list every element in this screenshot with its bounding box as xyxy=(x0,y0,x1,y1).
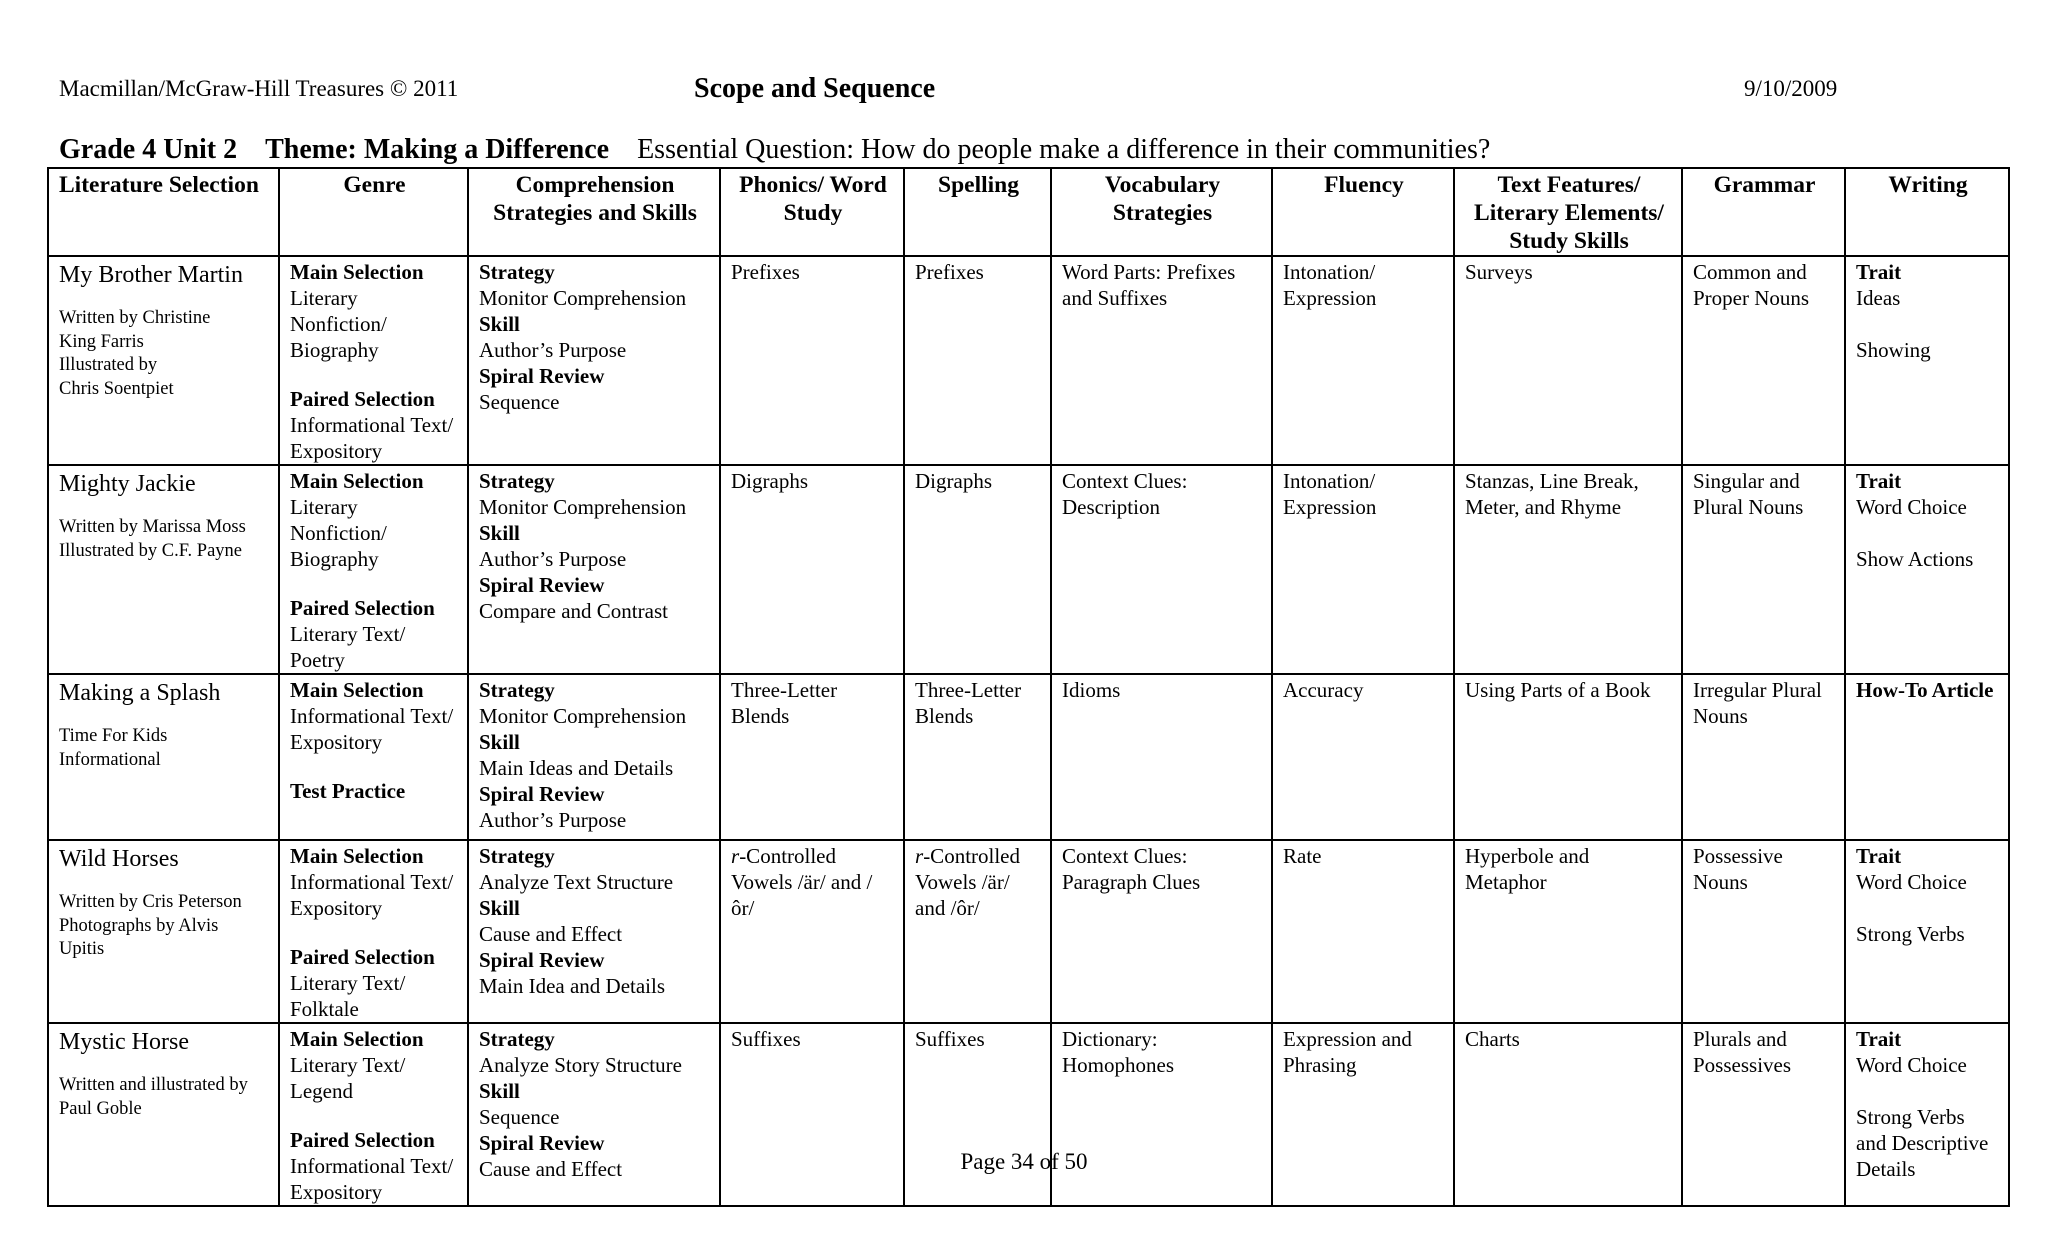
header-row xyxy=(48,168,2009,256)
phonics-value: Digraphs xyxy=(731,469,808,493)
genre-line: Expository xyxy=(290,896,383,920)
genre-line: Expository xyxy=(290,730,383,754)
writing-heading: Trait xyxy=(1856,1027,1902,1051)
strategy-value: Analyze Story Structure xyxy=(479,1053,682,1077)
spiral-review-value: Author’s Purpose xyxy=(479,808,627,832)
genre-line: Literary Nonfiction/ xyxy=(290,495,387,545)
phonics-cell xyxy=(720,840,904,1023)
spelling-value: -Controlled Vowels /är/ and /ôr/ xyxy=(915,844,1021,920)
grammar-cell: Possessive Nouns xyxy=(1682,840,1845,1023)
credit-line: Written by Marissa Moss xyxy=(59,517,246,537)
genre-line: Literary Nonfiction/ xyxy=(290,286,387,336)
grade-unit: Grade 4 Unit 2 xyxy=(59,134,238,165)
credit-line: Informational xyxy=(59,749,161,770)
spiral-review-label: Spiral Review xyxy=(479,782,605,806)
credit-line: Illustrated by C.F. Payne xyxy=(59,540,242,561)
writing-trait: Word Choice xyxy=(1856,1053,1967,1077)
selection-title: Making a Splash xyxy=(59,680,221,706)
strategy-label: Strategy xyxy=(479,1027,555,1051)
genre-line: Informational Text/ xyxy=(290,704,454,728)
writing-focus: Show Actions xyxy=(1856,547,1974,571)
spiral-review-label: Spiral Review xyxy=(479,364,605,388)
skill-value: Main Ideas and Details xyxy=(479,756,674,780)
phonics-value: Three-Letter Blends xyxy=(731,678,838,728)
credit-line: Photographs by Alvis xyxy=(59,915,219,936)
selection-credit xyxy=(59,725,270,772)
genre-line: Biography xyxy=(290,338,379,362)
selection-title: Mystic Horse xyxy=(59,1029,189,1055)
column-header: Fluency xyxy=(1272,168,1454,256)
main-selection-label: Main Selection xyxy=(290,678,424,702)
main-selection-label: Main Selection xyxy=(290,469,424,493)
comprehension-cell xyxy=(468,256,720,465)
writing-trait: Ideas xyxy=(1856,286,1901,310)
skill-label: Skill xyxy=(479,896,520,920)
genre-cell xyxy=(279,674,468,840)
vocabulary-cell: Context Clues: Description xyxy=(1051,465,1272,674)
fluency-cell: Rate xyxy=(1272,840,1454,1023)
genre-line: Literary Text/ xyxy=(290,1053,406,1077)
column-header: Writing xyxy=(1845,168,2009,256)
literature-cell xyxy=(48,674,279,840)
fluency-cell: Intonation/ Expression xyxy=(1272,256,1454,465)
spiral-review-value: Main Idea and Details xyxy=(479,974,666,998)
writing-heading: Trait xyxy=(1856,844,1902,868)
credit-line: Written by Christine xyxy=(59,308,211,328)
genre-line: Informational Text/ xyxy=(290,870,454,894)
strategy-label: Strategy xyxy=(479,469,555,493)
spiral-review-value: Cause and Effect xyxy=(479,1157,623,1181)
strategy-label: Strategy xyxy=(479,678,555,702)
genre-line: Legend xyxy=(290,1079,353,1103)
secondary-selection-label: Paired Selection xyxy=(290,945,435,969)
column-header: Grammar xyxy=(1682,168,1845,256)
genre-line: Informational Text/ xyxy=(290,1154,454,1178)
spiral-review-value: Compare and Contrast xyxy=(479,599,668,623)
spelling-cell xyxy=(904,465,1051,674)
spelling-cell xyxy=(904,674,1051,840)
secondary-selection-label: Paired Selection xyxy=(290,1128,435,1152)
spiral-review-value: Sequence xyxy=(479,390,560,414)
main-selection-label: Main Selection xyxy=(290,260,424,284)
skill-value: Sequence xyxy=(479,1105,560,1129)
credit-line: Upitis xyxy=(59,939,105,959)
comprehension-cell xyxy=(468,1023,720,1206)
text-features-cell: Stanzas, Line Break, Meter, and Rhyme xyxy=(1454,465,1682,674)
credit-line: Chris Soentpiet xyxy=(59,378,174,399)
genre-cell xyxy=(279,465,468,674)
genre-line: Informational Text/ xyxy=(290,413,454,437)
strategy-value: Monitor Comprehension xyxy=(479,495,687,519)
writing-cell xyxy=(1845,674,2009,840)
secondary-selection-label: Paired Selection xyxy=(290,387,435,411)
column-header: Text Features/ Literary Elements/ Study Skills xyxy=(1454,168,1682,256)
genre-cell xyxy=(279,256,468,465)
selection-title: Wild Horses xyxy=(59,846,179,872)
column-header: Literature Selection xyxy=(48,168,279,256)
genre-line: Biography xyxy=(290,547,379,571)
spelling-value: Suffixes xyxy=(915,1027,985,1051)
genre-line: Poetry xyxy=(290,648,345,672)
scope-sequence-table xyxy=(47,167,2010,1207)
page-number: Page 34 of 50 xyxy=(960,1149,1088,1174)
writing-focus: Showing xyxy=(1856,338,1931,362)
writing-focus: Strong Verbs xyxy=(1856,922,1965,946)
spelling-value: Prefixes xyxy=(915,260,984,284)
genre-line: Expository xyxy=(290,1180,383,1204)
phonics-value: Prefixes xyxy=(731,260,800,284)
main-selection-label: Main Selection xyxy=(290,844,424,868)
writing-heading: How-To Article xyxy=(1856,678,1994,702)
document-title: Scope and Sequence xyxy=(694,73,936,104)
publisher-header: Macmillan/McGraw-Hill Treasures © 2011 xyxy=(59,76,459,101)
vocabulary-cell: Context Clues: Paragraph Clues xyxy=(1051,840,1272,1023)
text-features-cell: Using Parts of a Book xyxy=(1454,674,1682,840)
strategy-label: Strategy xyxy=(479,260,555,284)
grammar-cell: Singular and Plural Nouns xyxy=(1682,465,1845,674)
phonics-cell xyxy=(720,1023,904,1206)
strategy-value: Analyze Text Structure xyxy=(479,870,674,894)
vocabulary-cell: Word Parts: Prefixes and Suffixes xyxy=(1051,256,1272,465)
phonics-value: Suffixes xyxy=(731,1027,801,1051)
column-header: Vocabulary Strategies xyxy=(1051,168,1272,256)
credit-line: Time For Kids xyxy=(59,726,168,746)
credit-line: Illustrated by xyxy=(59,355,158,375)
skill-label: Skill xyxy=(479,521,520,545)
writing-trait: Word Choice xyxy=(1856,495,1967,519)
writing-cell xyxy=(1845,840,2009,1023)
column-header: Spelling xyxy=(904,168,1051,256)
spelling-cell xyxy=(904,1023,1051,1206)
spiral-review-label: Spiral Review xyxy=(479,948,605,972)
writing-cell xyxy=(1845,1023,2009,1206)
phonics-cell xyxy=(720,256,904,465)
writing-cell xyxy=(1845,256,2009,465)
spiral-review-label: Spiral Review xyxy=(479,573,605,597)
phonics-italic: r xyxy=(731,844,740,868)
spelling-cell xyxy=(904,256,1051,465)
secondary-selection-label: Test Practice xyxy=(290,779,406,803)
writing-trait: Word Choice xyxy=(1856,870,1967,894)
text-features-cell: Charts xyxy=(1454,1023,1682,1206)
genre-line: Expository xyxy=(290,439,383,463)
skill-value: Author’s Purpose xyxy=(479,547,627,571)
table-row xyxy=(48,840,2009,1023)
text-features-cell: Surveys xyxy=(1454,256,1682,465)
unit-theme: Theme: Making a Difference xyxy=(265,134,610,165)
comprehension-cell xyxy=(468,465,720,674)
selection-title: Mighty Jackie xyxy=(59,471,196,497)
table-row xyxy=(48,256,2009,465)
genre-cell xyxy=(279,840,468,1023)
table-row xyxy=(48,1023,2009,1206)
strategy-label: Strategy xyxy=(479,844,555,868)
strategy-value: Monitor Comprehension xyxy=(479,286,687,310)
fluency-cell: Intonation/ Expression xyxy=(1272,465,1454,674)
column-header: Phonics/ Word Study xyxy=(720,168,904,256)
skill-label: Skill xyxy=(479,730,520,754)
selection-credit xyxy=(59,1074,270,1121)
skill-label: Skill xyxy=(479,312,520,336)
genre-line: Literary Text/ xyxy=(290,622,406,646)
credit-line: King Farris xyxy=(59,331,144,352)
fluency-cell: Expression and Phrasing xyxy=(1272,1023,1454,1206)
spelling-value: Three-Letter Blends xyxy=(915,678,1022,728)
literature-cell xyxy=(48,1023,279,1206)
text-features-cell: Hyperbole and Metaphor xyxy=(1454,840,1682,1023)
credit-line: Written by Cris Peterson xyxy=(59,892,242,912)
main-selection-label: Main Selection xyxy=(290,1027,424,1051)
column-header: Genre xyxy=(279,168,468,256)
grammar-cell: Plurals and Possessives xyxy=(1682,1023,1845,1206)
strategy-value: Monitor Comprehension xyxy=(479,704,687,728)
writing-heading: Trait xyxy=(1856,469,1902,493)
selection-credit xyxy=(59,516,270,563)
credit-line: Written and illustrated by xyxy=(59,1075,248,1095)
credit-line: Paul Goble xyxy=(59,1098,142,1119)
genre-line: Folktale xyxy=(290,997,359,1021)
literature-cell xyxy=(48,256,279,465)
grammar-cell: Common and Proper Nouns xyxy=(1682,256,1845,465)
fluency-cell: Accuracy xyxy=(1272,674,1454,840)
comprehension-cell xyxy=(468,674,720,840)
column-header: Comprehension Strategies and Skills xyxy=(468,168,720,256)
spelling-italic: r xyxy=(915,844,924,868)
spelling-value: Digraphs xyxy=(915,469,992,493)
selection-title: My Brother Martin xyxy=(59,262,243,288)
skill-value: Author’s Purpose xyxy=(479,338,627,362)
secondary-selection-label: Paired Selection xyxy=(290,596,435,620)
skill-value: Cause and Effect xyxy=(479,922,623,946)
writing-cell xyxy=(1845,465,2009,674)
essential-question: Essential Question: How do people make a difference in their communities? xyxy=(637,134,1491,165)
skill-label: Skill xyxy=(479,1079,520,1103)
spiral-review-label: Spiral Review xyxy=(479,1131,605,1155)
selection-credit xyxy=(59,891,270,962)
writing-focus: Strong Verbs and Descriptive Details xyxy=(1856,1105,1989,1181)
comprehension-cell xyxy=(468,840,720,1023)
phonics-cell xyxy=(720,465,904,674)
selection-credit xyxy=(59,307,270,401)
writing-heading: Trait xyxy=(1856,260,1902,284)
table-row xyxy=(48,674,2009,840)
genre-cell xyxy=(279,1023,468,1206)
phonics-value: -Controlled Vowels /är/ and /ôr/ xyxy=(731,844,873,920)
vocabulary-cell: Idioms xyxy=(1051,674,1272,840)
spelling-cell xyxy=(904,840,1051,1023)
genre-line: Literary Text/ xyxy=(290,971,406,995)
literature-cell xyxy=(48,840,279,1023)
phonics-cell xyxy=(720,674,904,840)
vocabulary-cell: Dictionary: Homophones xyxy=(1051,1023,1272,1206)
unit-line xyxy=(59,134,1490,166)
table-row xyxy=(48,465,2009,674)
grammar-cell: Irregular Plural Nouns xyxy=(1682,674,1845,840)
document-date: 9/10/2009 xyxy=(1744,76,1838,101)
literature-cell xyxy=(48,465,279,674)
